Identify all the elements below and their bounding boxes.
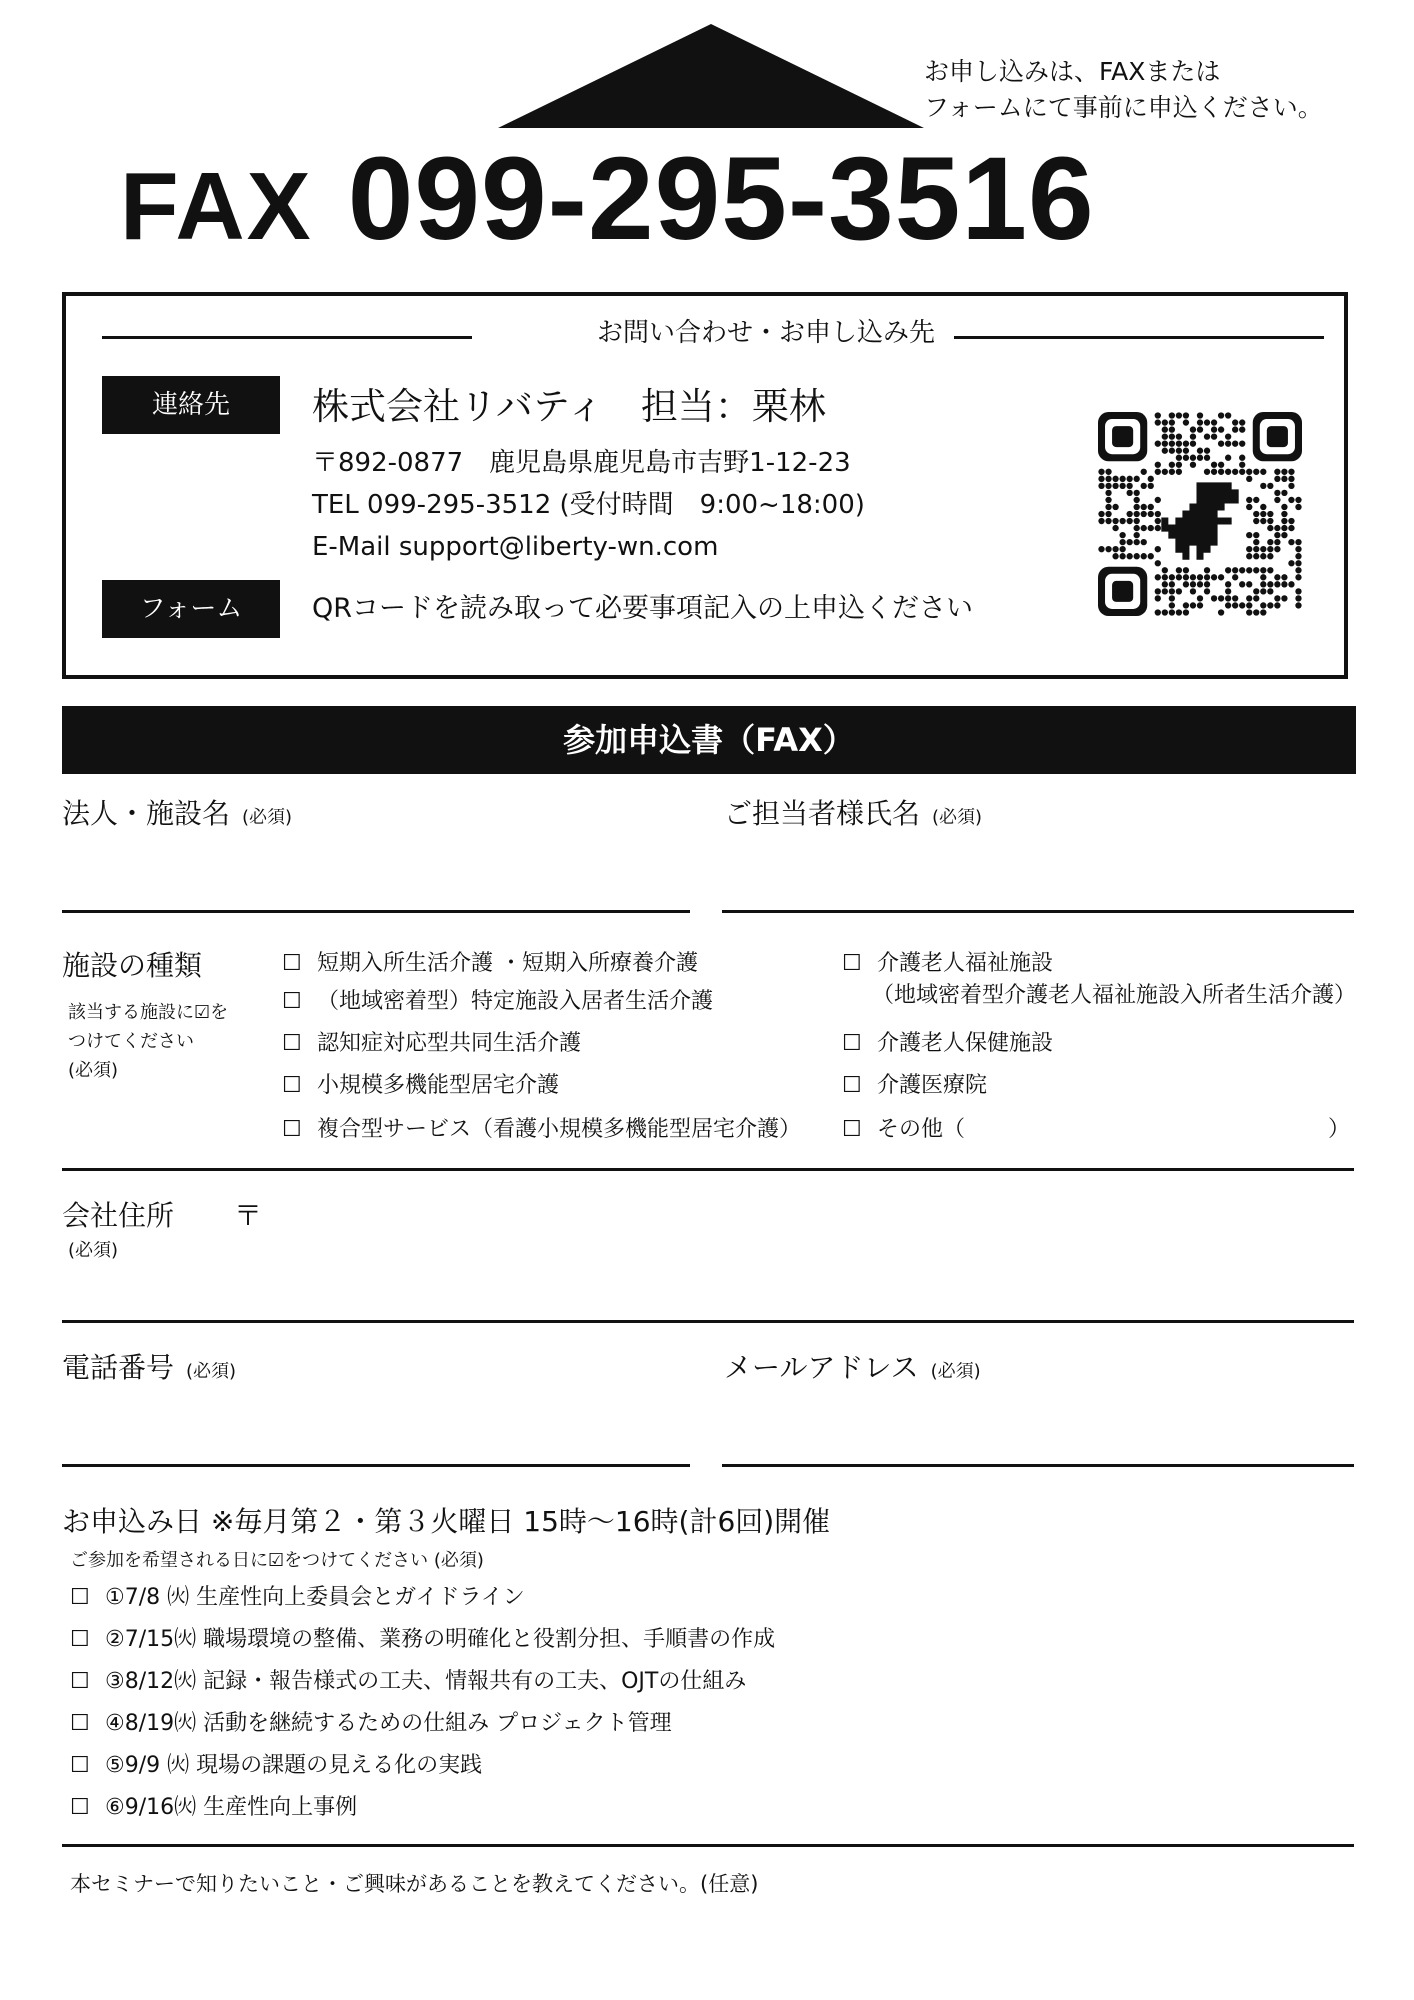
field-label: 法人・施設名	[62, 797, 231, 830]
contact-box	[62, 292, 1348, 679]
checkbox-icon[interactable]: ☐	[70, 1711, 90, 1736]
date-option[interactable]	[70, 1706, 672, 1737]
checkbox-icon[interactable]: ☐	[842, 1031, 862, 1056]
checkbox-icon[interactable]: ☐	[70, 1585, 90, 1610]
date-label: ④8/19㈫ 活動を継続するための仕組み プロジェクト管理	[105, 1711, 672, 1736]
divider	[62, 1168, 1354, 1171]
required-mark: (必須)	[932, 807, 983, 828]
facility-option[interactable]	[282, 1112, 801, 1143]
phone-label	[62, 1346, 236, 1386]
checkbox-icon[interactable]: ☐	[842, 1073, 862, 1098]
facility-option[interactable]	[842, 1068, 987, 1099]
option-label: 介護医療院	[877, 1073, 988, 1098]
email-address[interactable]: E-Mail support@liberty-wn.com	[312, 532, 719, 562]
checkbox-icon[interactable]: ☐	[282, 1117, 302, 1142]
date-label: ③8/12㈫ 記録・報告様式の工夫、情報共有の工夫、OJTの仕組み	[105, 1669, 747, 1694]
date-option[interactable]	[70, 1748, 482, 1779]
checkbox-icon[interactable]: ☐	[70, 1753, 90, 1778]
contact-person-input-line[interactable]	[722, 910, 1354, 913]
required-mark: (必須)	[930, 1361, 981, 1382]
date-label: ②7/15㈫ 職場環境の整備、業務の明確化と役割分担、手順書の作成	[105, 1627, 776, 1652]
facility-type-label: 施設の種類	[62, 949, 203, 982]
qr-code-icon[interactable]	[1098, 412, 1302, 616]
seminar-question: 本セミナーで知りたいこと・ご興味があることを教えてください。(任意)	[70, 1872, 759, 1896]
apply-date-note: ご参加を希望される日に☑をつけてください (必須)	[70, 1550, 484, 1571]
option-sublabel: （地域密着型介護老人福祉施設入所者生活介護）	[872, 983, 1357, 1008]
checkbox-icon[interactable]: ☐	[842, 951, 862, 976]
checkbox-icon[interactable]: ☐	[70, 1795, 90, 1820]
field-label: 電話番号	[62, 1351, 175, 1384]
corp-name-input-line[interactable]	[62, 910, 690, 913]
fax-number: 099-295-3516	[347, 133, 1095, 265]
fax-label: FAX	[120, 153, 313, 260]
required-mark: (必須)	[186, 1361, 237, 1382]
date-option[interactable]	[70, 1580, 525, 1611]
date-label: ①7/8 ㈫ 生産性向上委員会とガイドライン	[105, 1585, 525, 1610]
question-input-area[interactable]	[62, 1986, 1354, 1988]
facility-option[interactable]	[282, 984, 713, 1015]
field-label: メールアドレス	[724, 1351, 919, 1384]
checkbox-icon[interactable]: ☐	[282, 1073, 302, 1098]
apply-date-title: お申込み日 ※毎月第２・第３火曜日 15時～16時(計6回)開催	[62, 1505, 831, 1538]
corp-name-label	[62, 792, 292, 832]
contact-title: お問い合わせ・お申し込み先	[596, 318, 935, 348]
checkbox-icon[interactable]: ☐	[70, 1627, 90, 1652]
required-mark: (必須)	[242, 807, 293, 828]
date-option[interactable]	[70, 1622, 775, 1653]
notice-line: お申し込みは、FAXまたは	[924, 57, 1221, 86]
form-instructions: QRコードを読み取って必要事項記入の上申込ください	[312, 593, 974, 624]
option-label: 介護老人福祉施設	[877, 951, 1054, 976]
option-label: 複合型サービス（看護小規模多機能型居宅介護）	[317, 1117, 802, 1142]
facility-option[interactable]	[282, 946, 698, 977]
divider	[62, 1844, 1354, 1847]
option-label: 小規模多機能型居宅介護	[317, 1073, 560, 1098]
required-mark: (必須)	[68, 1240, 119, 1261]
postal-address: 〒892-0877 鹿児島県鹿児島市吉野1-12-23	[312, 448, 851, 478]
form-tag: フォーム	[102, 580, 280, 638]
date-label: ⑥9/16㈫ 生産性向上事例	[105, 1795, 358, 1820]
form-title: 参加申込書（FAX）	[62, 706, 1356, 774]
facility-type-note	[68, 998, 228, 1085]
checkbox-icon[interactable]: ☐	[282, 1031, 302, 1056]
email-label	[724, 1346, 981, 1386]
application-notice	[924, 54, 1364, 126]
field-label: ご担当者様氏名	[724, 797, 921, 830]
note-line: つけてください	[68, 1031, 194, 1052]
contact-tag: 連絡先	[102, 376, 280, 434]
divider	[954, 336, 1324, 339]
phone-number: TEL 099-295-3512 (受付時間 9:00~18:00)	[312, 490, 865, 520]
facility-option[interactable]	[842, 946, 1053, 977]
option-label: 介護老人保健施設	[877, 1031, 1054, 1056]
facility-option[interactable]	[842, 1026, 1053, 1057]
divider	[102, 336, 472, 339]
option-label: その他（	[877, 1117, 966, 1142]
option-label: （地域密着型）特定施設入居者生活介護	[317, 989, 714, 1014]
other-close-paren: ）	[1328, 1117, 1351, 1142]
checkbox-icon[interactable]: ☐	[282, 989, 302, 1014]
email-input-line[interactable]	[722, 1464, 1354, 1467]
phone-input-line[interactable]	[62, 1464, 690, 1467]
note-line: 該当する施設に☑を	[68, 1002, 229, 1023]
company-name: 株式会社リバティ 担当：栗林	[312, 385, 826, 428]
facility-option[interactable]	[282, 1026, 581, 1057]
checkbox-icon[interactable]: ☐	[842, 1117, 862, 1142]
address-input-line[interactable]	[62, 1320, 1354, 1323]
date-label: ⑤9/9 ㈫ 現場の課題の見える化の実践	[105, 1753, 483, 1778]
option-label: 認知症対応型共同生活介護	[317, 1031, 582, 1056]
date-option[interactable]	[70, 1664, 746, 1695]
address-label: 会社住所	[62, 1199, 175, 1232]
notice-line: フォームにて事前に申込ください。	[924, 93, 1323, 122]
checkbox-icon[interactable]: ☐	[282, 951, 302, 976]
date-option[interactable]	[70, 1790, 357, 1821]
checkbox-icon[interactable]: ☐	[70, 1669, 90, 1694]
facility-option-other[interactable]	[842, 1112, 965, 1143]
contact-person-label	[724, 792, 982, 832]
option-label: 短期入所生活介護 ・短期入所療養介護	[317, 951, 698, 976]
facility-option[interactable]	[282, 1068, 559, 1099]
fax-number-heading	[120, 133, 1095, 265]
postal-mark: 〒	[234, 1199, 263, 1232]
up-arrow-icon	[498, 24, 924, 128]
note-line: (必須)	[68, 1060, 119, 1081]
contact-details	[312, 442, 865, 568]
